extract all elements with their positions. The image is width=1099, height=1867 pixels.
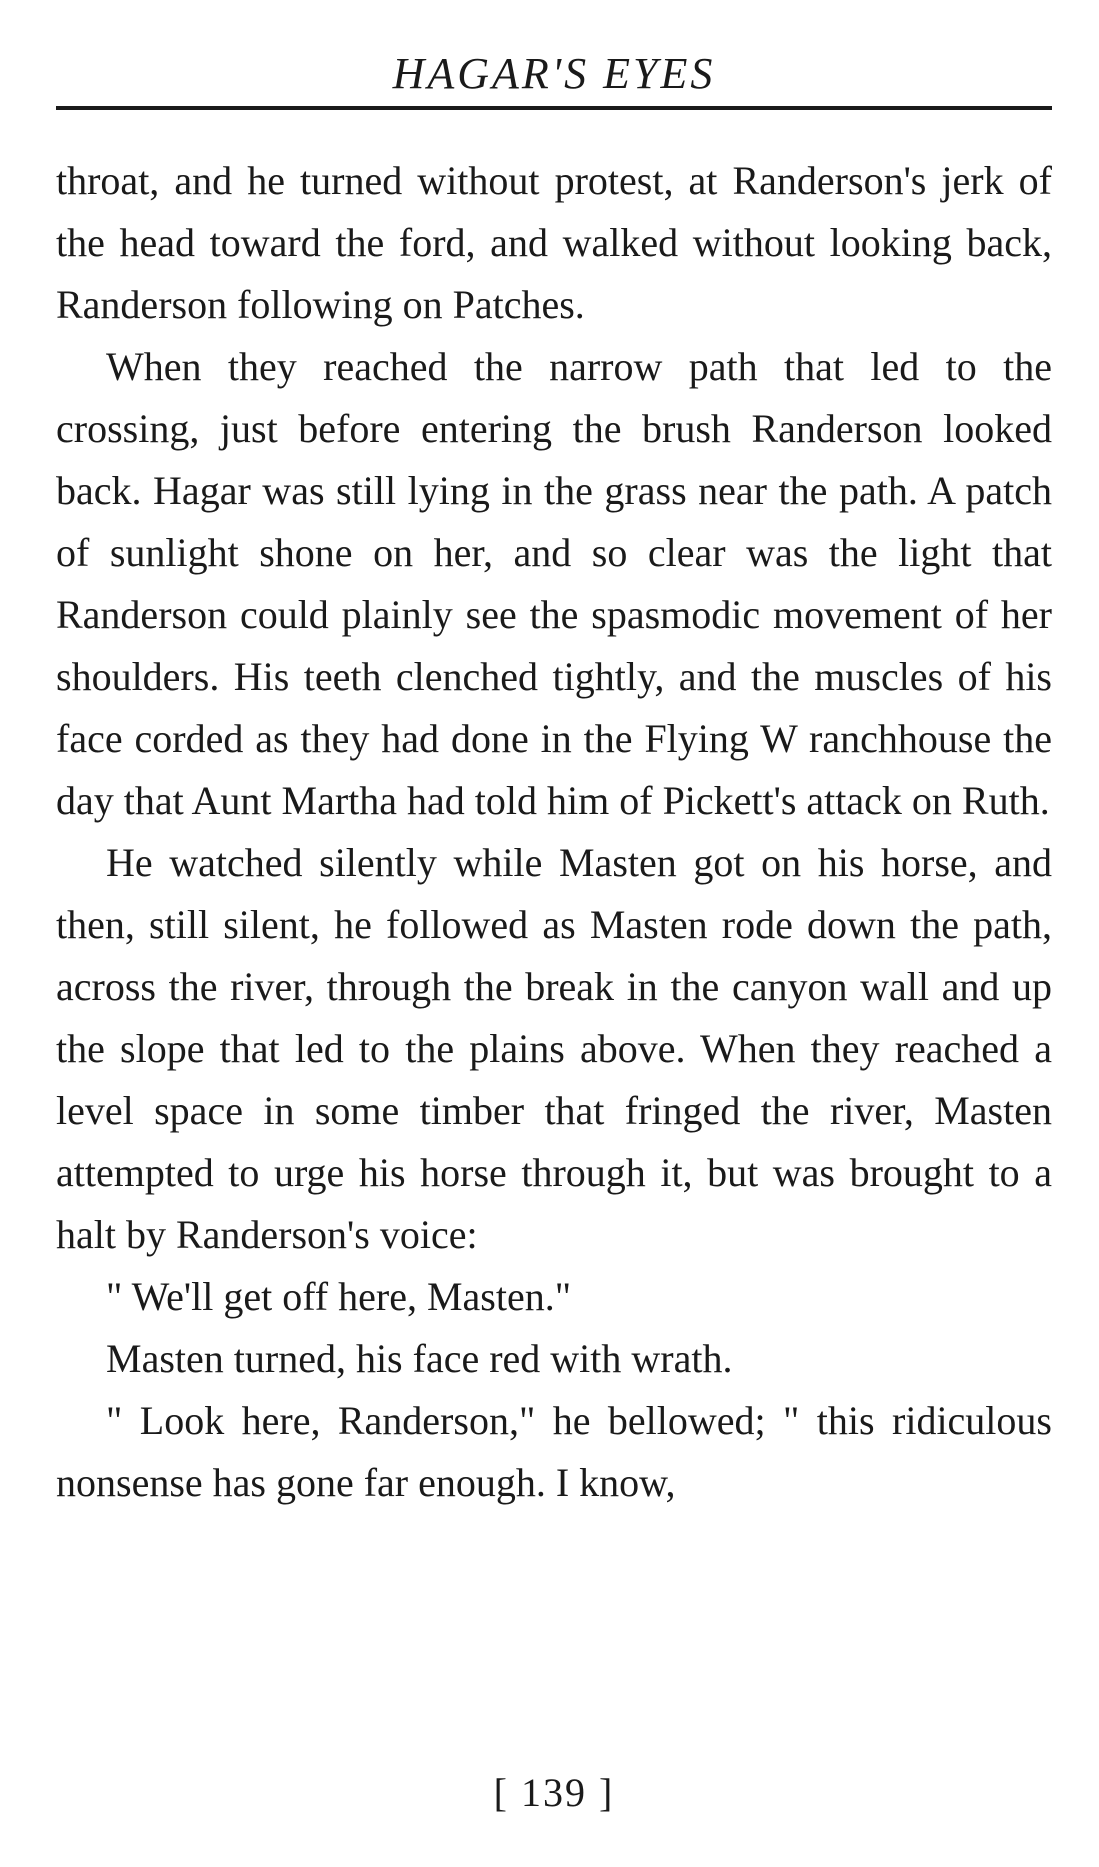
body-text [56,150,1052,1514]
paragraph-dialogue: " Look here, Randerson," he bellowed; " this ridiculous nonsense has gone far enough. I know, [56,1398,1052,1505]
header-rule [56,106,1052,110]
running-head-title: HAGAR'S EYES [392,49,716,98]
paragraph: He watched silently while Masten got on his horse, and then, still silent, he followed as Masten rode down the path, across the river, through the break in the canyon wall and up the slope that led to the plains above. When they reached a level space in some timber that fringed the river, Masten attempted to urge his horse through it, but was brought to a halt by Randerson's voice: [56,840,1052,1257]
page-number: [ 139 ] [493,1770,615,1815]
paragraph-continuation: throat, and he turned without protest, at Randerson's jerk of the head toward the ford, and walked without looking back, Randerson following on Patches. [56,158,1052,327]
paragraph-dialogue: " We'll get off here, Masten." [106,1274,572,1319]
paragraph: Masten turned, his face red with wrath. [106,1336,733,1381]
paragraph: When they reached the narrow path that led to the crossing, just before entering the brush Randerson looked back. Hagar was still lying in the grass near the path. A patch of sunlight shone on her, and so clear was the light that Randerson could plainly see the spasmodic movement of her shoulders. His teeth clenched tightly, and the muscles of his face corded as they had done in the Flying W ranchhouse the day that Aunt Martha had told him of Pickett's attack on Ruth. [56,344,1052,823]
book-page [56,0,1052,1867]
